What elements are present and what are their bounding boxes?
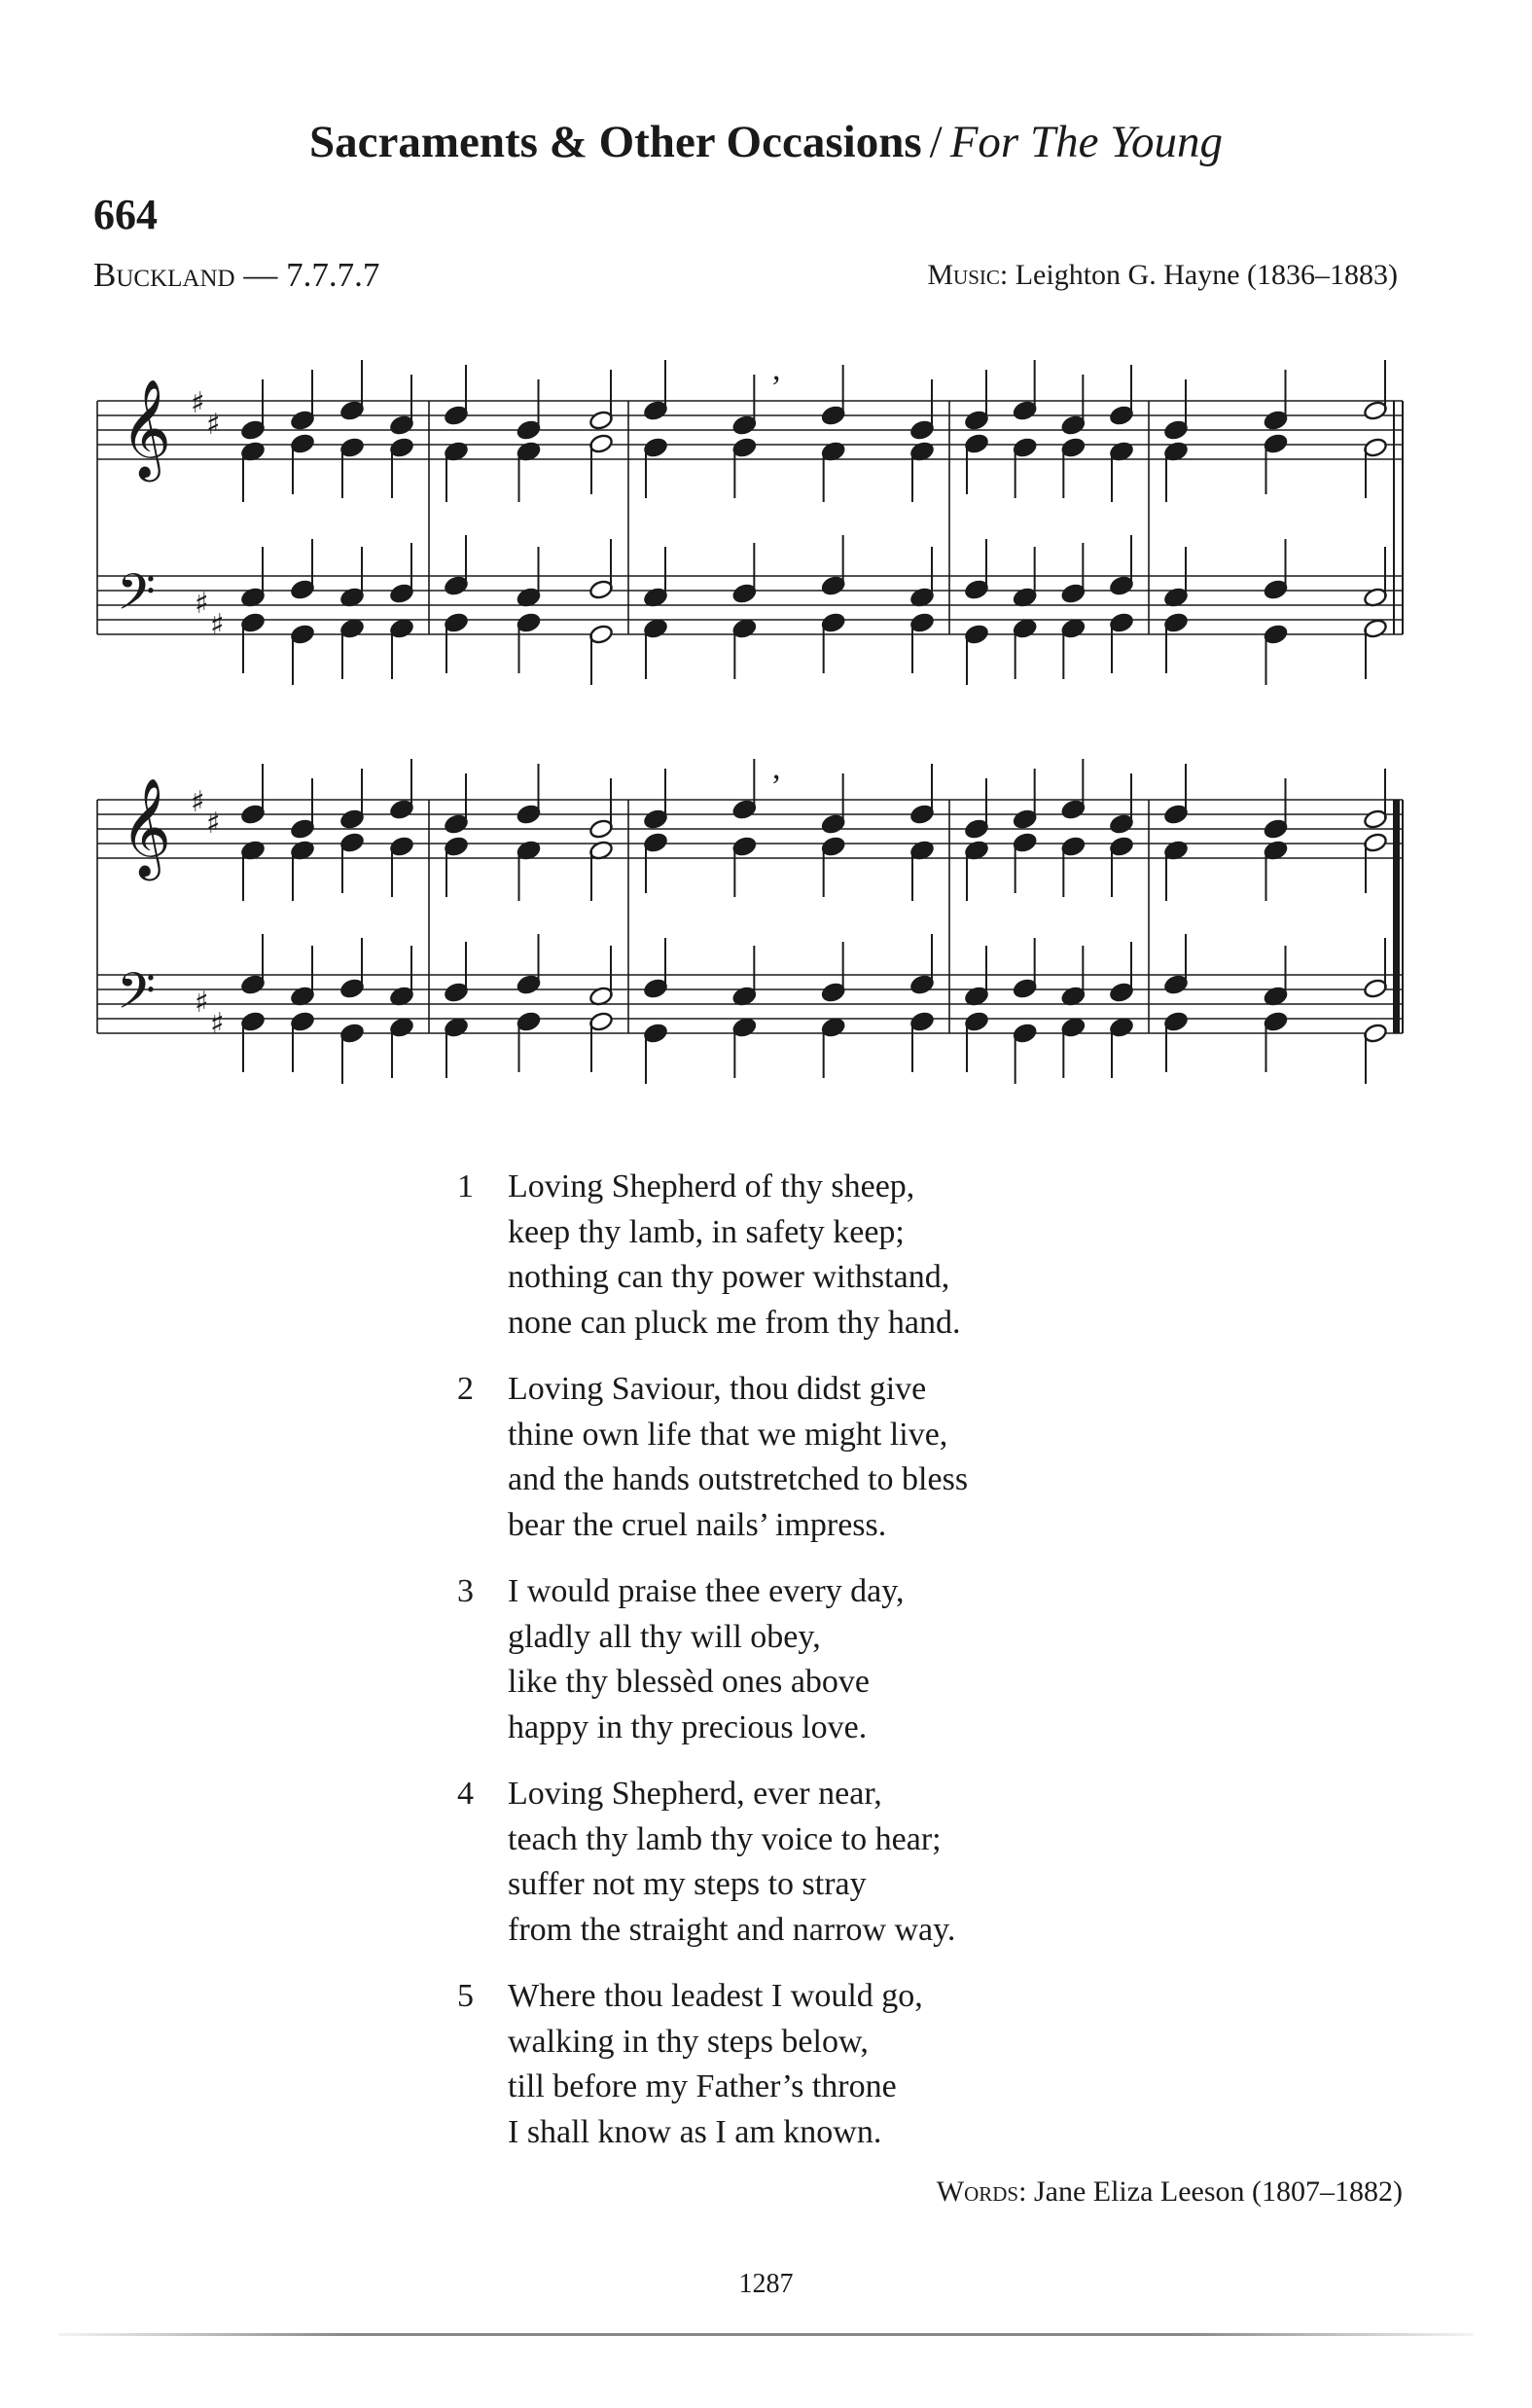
verse-line: Loving Shepherd, ever near, — [508, 1776, 882, 1812]
sharp-icon: ♯ — [191, 785, 205, 819]
verse-2 — [457, 1367, 1158, 1548]
verse-line: walking in thy steps below, — [508, 2023, 869, 2060]
verses — [457, 1165, 1158, 2176]
tune-name: Buckland — [93, 256, 235, 294]
verse-line: bear the cruel nails’ impress. — [508, 1506, 887, 1543]
author: Jane Eliza Leeson (1807–1882) — [1033, 2175, 1403, 2208]
meter: 7.7.7.7 — [286, 256, 380, 294]
verse-line: suffer not my steps to stray — [508, 1866, 867, 1902]
verse-number: 1 — [457, 1168, 474, 1204]
verse-3 — [457, 1569, 1158, 1750]
sharp-icon: ♯ — [206, 807, 221, 841]
verse-line: keep thy lamb, in safety keep; — [508, 1213, 905, 1250]
tune-info — [93, 255, 379, 296]
footer-rule — [58, 2333, 1474, 2336]
verse-number: 3 — [457, 1573, 474, 1609]
breath-mark: , — [772, 759, 781, 786]
verse-4 — [457, 1772, 1158, 1953]
sharp-icon: ♯ — [206, 408, 221, 442]
breath-mark: , — [772, 360, 781, 387]
bass-clef-icon: 𝄢 — [117, 562, 156, 633]
subsection-name: For The Young — [949, 117, 1224, 167]
verse-number: 2 — [457, 1371, 474, 1407]
verse-line: Where thou leadest I would go, — [508, 1978, 923, 2014]
sharp-icon: ♯ — [210, 608, 225, 642]
verse-line: till before my Father’s throne — [508, 2068, 897, 2104]
verse-line: Loving Shepherd of thy sheep, — [508, 1168, 915, 1204]
verse-1 — [457, 1165, 1158, 1346]
verse-5 — [457, 1974, 1158, 2155]
verse-line: Loving Saviour, thou didst give — [508, 1371, 927, 1407]
verse-line: teach thy lamb thy voice to hear; — [508, 1820, 942, 1857]
sharp-icon: ♯ — [210, 1007, 225, 1041]
sharp-icon: ♯ — [191, 386, 205, 420]
verse-line: none can pluck me from thy hand. — [508, 1304, 961, 1341]
composer: Leighton G. Hayne (1836–1883) — [1015, 259, 1398, 291]
double-barline — [1393, 401, 1395, 634]
verse-line: and the hands outstretched to bless — [508, 1461, 969, 1497]
music-credit — [927, 255, 1398, 296]
verse-line: happy in thy precious love. — [508, 1708, 868, 1745]
music-system-1 — [93, 360, 1407, 730]
bass-clef-icon: 𝄢 — [117, 961, 156, 1032]
final-barline — [1393, 800, 1400, 1033]
score-svg — [93, 360, 1407, 730]
music-system-2 — [93, 759, 1407, 1129]
verse-number: 4 — [457, 1776, 474, 1812]
sharp-icon: ♯ — [195, 986, 209, 1020]
verse-line: I would praise thee every day, — [508, 1573, 905, 1609]
score-svg — [93, 759, 1407, 1129]
sharp-icon: ♯ — [195, 587, 209, 621]
words-label: Words: — [936, 2175, 1027, 2208]
words-credit — [937, 2173, 1403, 2211]
verse-line: from the straight and narrow way. — [508, 1911, 956, 1948]
verse-line: nothing can thy power withstand, — [508, 1259, 950, 1295]
treble-clef-icon: 𝄞 — [121, 776, 172, 877]
section-name: Sacraments & Other Occasions — [308, 117, 922, 167]
hymn-number: 664 — [93, 191, 158, 238]
verse-line: thine own life that we might live, — [508, 1416, 948, 1453]
verse-line: like thy blessèd ones above — [508, 1664, 871, 1700]
heading-separator: / — [929, 117, 943, 167]
verse-line: I shall know as I am known. — [508, 2113, 882, 2150]
treble-clef-icon: 𝄞 — [121, 377, 172, 478]
verse-number: 5 — [457, 1978, 474, 2014]
tune-dash: — — [243, 256, 278, 294]
verse-line: gladly all thy will obey, — [508, 1618, 821, 1655]
music-label: Music: — [927, 259, 1009, 291]
page-number: 1287 — [738, 2269, 794, 2299]
section-heading — [0, 115, 1532, 169]
